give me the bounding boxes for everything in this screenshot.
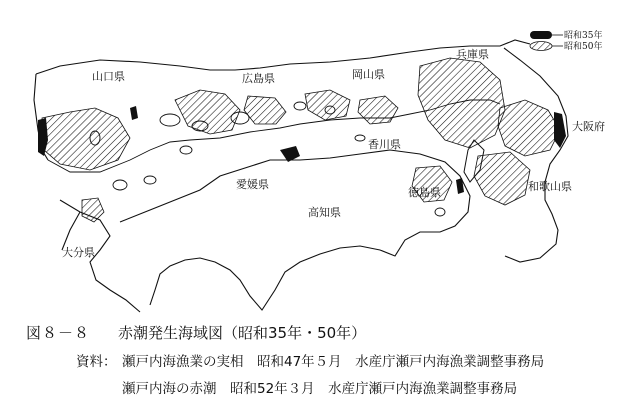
legend-swatch-1975 [530, 42, 552, 51]
source-citation-2: 瀬戸内海の赤潮 昭和52年３月 水産庁瀬戸内海漁業調整事務局 [122, 381, 518, 397]
label-kochi: 高知県 [308, 206, 341, 219]
source-label: 資料： [76, 354, 117, 370]
label-osaka: 大阪府 [572, 120, 605, 133]
figure-title: 赤潮発生海域図（昭和35年・50年） [118, 324, 367, 342]
legend-label-1960: 昭和35年 [564, 31, 603, 41]
label-kagawa: 香川県 [368, 138, 401, 151]
label-wakayama: 和歌山県 [528, 180, 572, 193]
source-citation-1: 瀬戸内海漁業の実相 昭和47年５月 水産庁瀬戸内海漁業調整事務局 [122, 354, 545, 370]
legend-swatch-1960 [530, 31, 552, 39]
figure-number: 図８－８ [26, 324, 91, 342]
label-okayama: 岡山県 [352, 68, 385, 81]
label-hyogo: 兵庫県 [456, 48, 489, 61]
label-hiroshima: 広島県 [242, 72, 275, 85]
legend [530, 29, 602, 52]
label-ehime: 愛媛県 [236, 178, 269, 191]
label-yamaguchi: 山口県 [92, 70, 125, 83]
legend-label-1975: 昭和50年 [564, 42, 603, 52]
label-oita: 大分県 [62, 246, 95, 259]
label-tokushima: 徳島県 [408, 186, 441, 199]
